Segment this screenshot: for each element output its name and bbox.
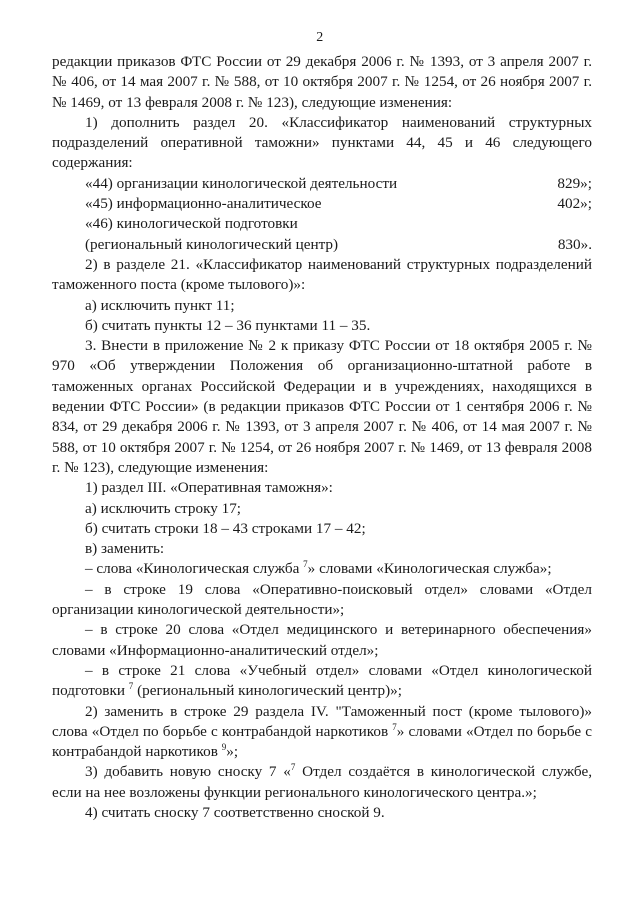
item-code: 829»; (557, 174, 592, 192)
item-label: «44) организации кинологической деятельности (85, 174, 398, 192)
text: – в строке 21 слова «Учебный отдел» словами «Отдел кинологической подготовки (52, 661, 592, 700)
list-item (52, 235, 592, 255)
text: » словами «Кинологическая служба»; (307, 560, 552, 578)
text: (региональный кинологический центр)»; (133, 682, 402, 700)
item-2a: а) исключить пункт 11; (85, 296, 235, 314)
text: 2) заменить в строке 29 раздела IV. "Таможенный пост (кроме тылового)» слова «Отдел по борьбе с контрабандой наркотиков (52, 702, 592, 740)
item-2b: б) считать пункты 12 – 36 пунктами 11 – 35. (85, 316, 371, 334)
list-item (52, 214, 592, 234)
section-3-item-1: 1) раздел III. «Оперативная таможня»: (85, 479, 333, 497)
item-code: 830». (557, 235, 592, 253)
replacement-4 (52, 661, 592, 702)
document-body (52, 52, 592, 823)
replacement-1 (52, 559, 592, 579)
section-3-item-1a: а) исключить строку 17; (85, 499, 242, 517)
section-3-item-4: 4) считать сноску 7 соответственно сноской 9. (85, 803, 385, 821)
text: » словами «Отдел по борьбе с контрабандой наркотиков (52, 722, 592, 761)
item-2-paragraph: 2) в разделе 21. «Классификатор наименований структурных подразделений таможенного поста (кроме тылового)»: (52, 255, 592, 294)
footnote-ref: 7 (392, 721, 397, 732)
list-item (52, 194, 592, 214)
section-3-item-1c: в) заменить: (85, 540, 165, 558)
list-item (52, 174, 592, 194)
section-3-item-3 (52, 762, 592, 803)
page-number: 2 (316, 30, 324, 45)
item-1-paragraph: 1) дополнить раздел 20. «Классификатор наименований структурных подразделений оперативной таможни» пунктами 44, 45 и 46 следующего содержания: (52, 113, 592, 172)
item-label: (региональный кинологический центр) (85, 235, 339, 253)
item-label: «46) кинологической подготовки (85, 215, 298, 233)
text: Отдел создаётся в кинологической службе, если на нее возложены функции регионального кинологического центра.»; (52, 763, 592, 801)
footnote-ref: 7 (128, 681, 134, 692)
replacement-3: – в строке 20 слова «Отдел медицинского и ветеринарного обеспечения» словами «Информационно-аналитический отдел»; (52, 621, 592, 659)
section-3-item-1b: б) считать строки 18 – 43 строками 17 – 42; (85, 519, 366, 537)
footnote-ref: 7 (303, 559, 308, 570)
text: »; (226, 743, 239, 761)
item-code: 402»; (557, 195, 592, 213)
replacement-2: – в строке 19 слова «Оперативно-поисковый отдел» словами «Отдел организации кинологической деятельности»; (52, 580, 592, 619)
section-3-item-2 (52, 702, 592, 763)
intro-paragraph: редакции приказов ФТС России от 29 декабря 2006 г. № 1393, от 3 апреля 2007 г. № 406, от 14 мая 2007 г. № 588, от 10 октября 2007 г. № 1254, от 26 ноября 2007 г. № 1469, от 13 февраля 2008 г. № 123), следующие изменения: (52, 53, 592, 111)
text: – слова «Кинологическая служба (85, 560, 304, 578)
footnote-ref: 9 (221, 742, 227, 753)
text: 3) добавить новую сноску 7 « (85, 763, 291, 781)
item-label: «45) информационно-аналитическое (85, 195, 322, 213)
section-3-paragraph: 3. Внести в приложение № 2 к приказу ФТС России от 18 октября 2005 г. № 970 «Об утверждении Положения об организационно-штатной работе в таможенных органах Российской Федерации и в учреждениях, находящихся в ведении ФТС России» (в редакции приказов ФТС России от 1 сентября 2006 г. № 834, от 29 декабря 2006 г. № 1393, от 3 апреля 2007 г. № 406, от 14 мая 2007 г. № 588, от 10 октября 2007 г. № 1254, от 26 ноября 2007 г. № 1469, от 13 февраля 2008 г. № 123), следующие изменения: (52, 337, 592, 476)
footnote-ref: 7 (290, 762, 296, 773)
